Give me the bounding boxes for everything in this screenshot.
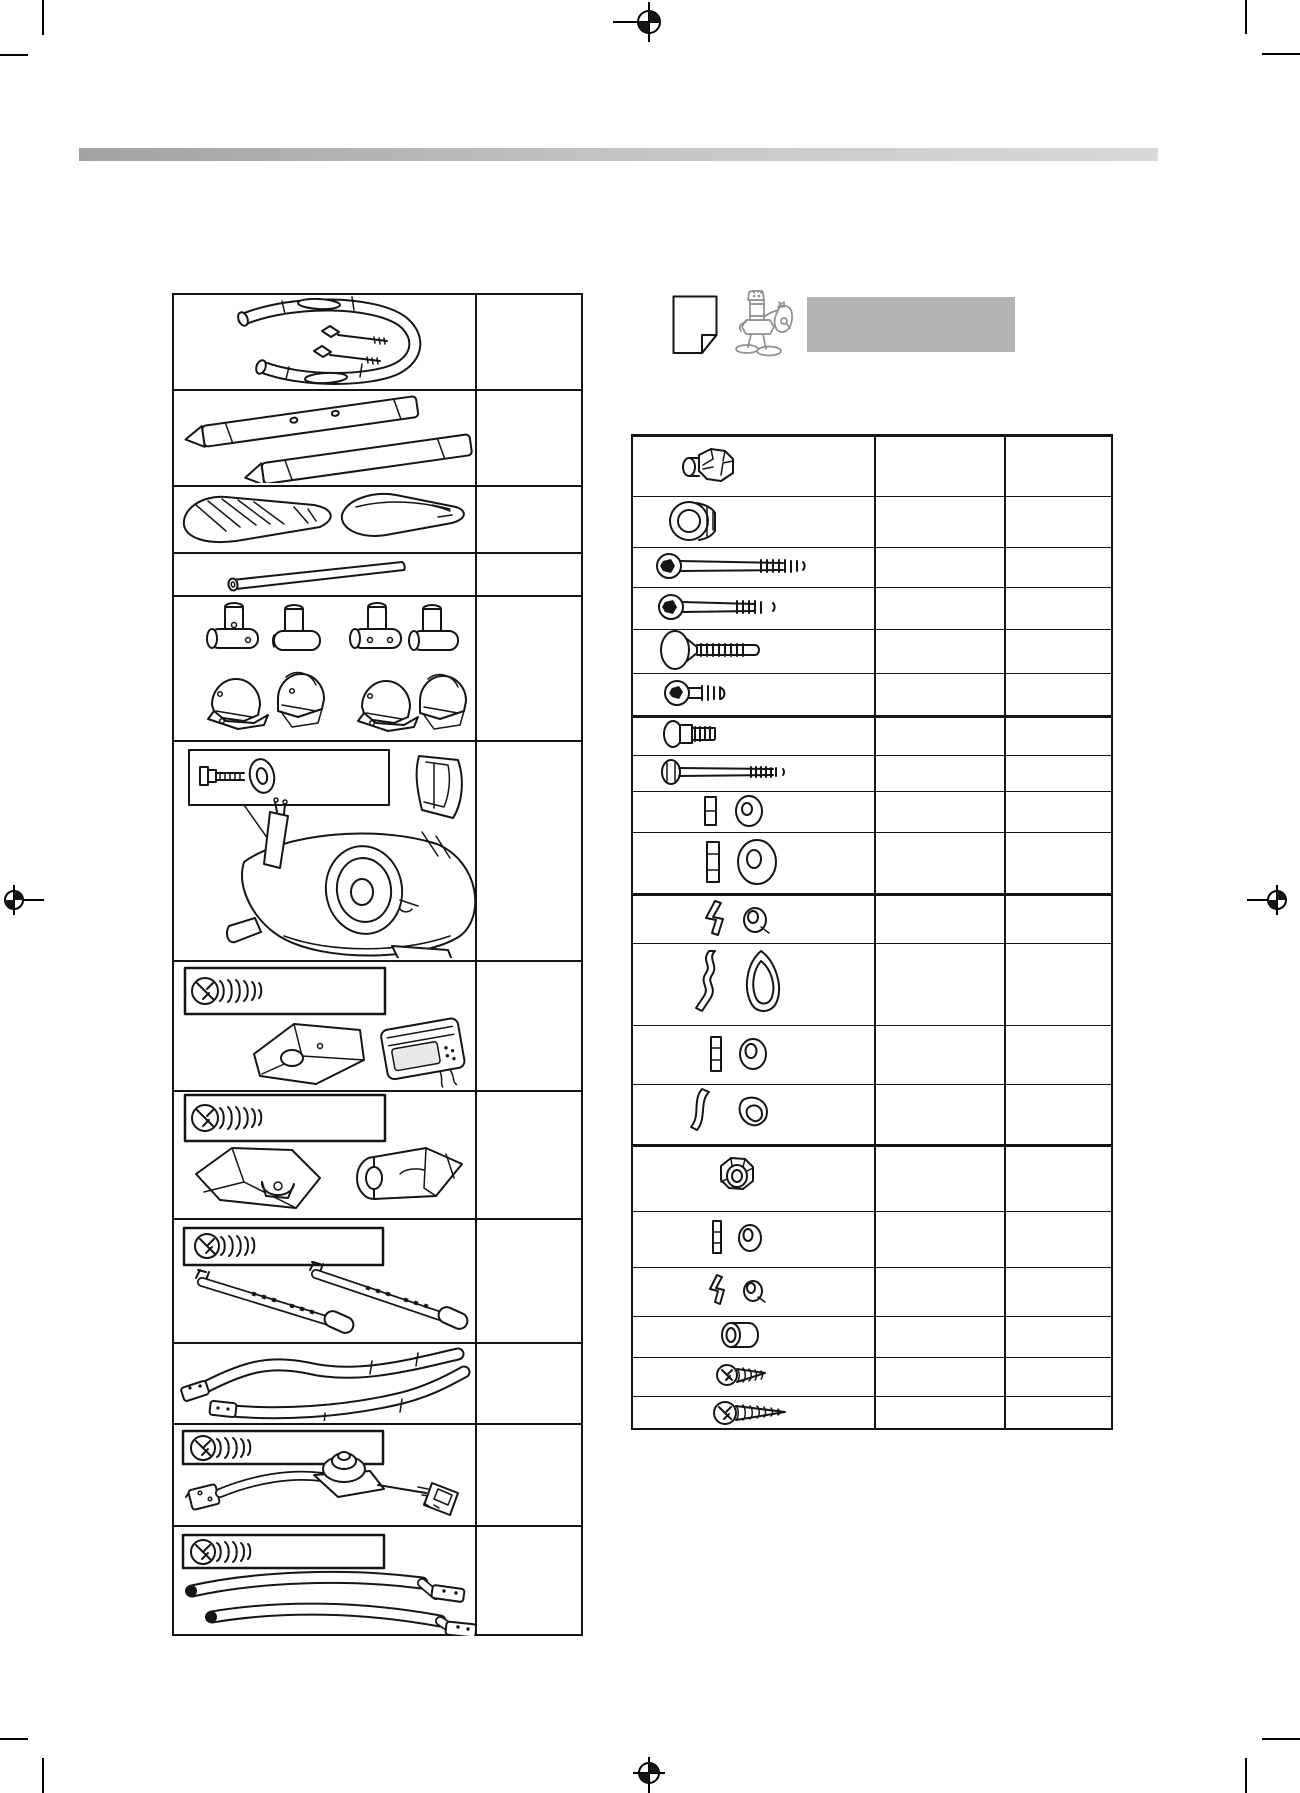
curved-handlebars-drawing [174, 1342, 475, 1421]
hw-row-hex-bolt-small [633, 715, 1111, 756]
parts-row-support-arms [174, 1525, 581, 1638]
hex-bolt-small-icon [633, 715, 874, 753]
parts-row-clamps-caps [174, 595, 581, 742]
hw-row-thin-spacer-washer [633, 1211, 1111, 1268]
spacer-washer-2-icon [633, 1025, 874, 1082]
support-arm-icon [205, 1609, 475, 1636]
tube-clamp-icon [273, 605, 320, 650]
tube-clamp-icon [409, 605, 458, 650]
hardware-table [631, 434, 1113, 1430]
slide-rails-drawing [174, 1218, 475, 1340]
thin-spacer-washer-icon [633, 1211, 874, 1265]
support-arms-drawing [174, 1525, 475, 1636]
tapping-screw-short-icon [633, 1357, 874, 1394]
end-cap-icon [633, 496, 874, 545]
clamps-and-caps-drawing [174, 595, 475, 738]
bolt-mascot-icon [733, 290, 795, 358]
parts-row-pedals [174, 485, 581, 554]
parts-row-slide-rails [174, 1218, 581, 1344]
hw-row-arcclip-teardrop [633, 1084, 1111, 1147]
hw-row-spacer-washer [633, 791, 1111, 833]
roller-tube-drawing [174, 552, 475, 593]
parts-table [172, 293, 583, 1636]
gray-highlight-box [807, 297, 1015, 352]
crank-arm-icon [196, 1148, 320, 1208]
mount-bolt-icon [314, 346, 380, 364]
sleeve-icon [633, 1316, 874, 1355]
lock-nut-icon [633, 1144, 874, 1209]
parts-row-roller-tube [174, 552, 581, 597]
clip-lockwasher-icon [633, 893, 874, 941]
hw-row-bolt-long [633, 547, 1111, 588]
frame-body [227, 798, 475, 958]
support-arm-icon [185, 1577, 465, 1602]
hw-row-bolt-medium [633, 587, 1111, 630]
hw-row-spacer-washer-2 [633, 1025, 1111, 1085]
curved-handlebar-icon [209, 1372, 464, 1421]
registration-mark-right [1247, 885, 1286, 915]
crank-arm-icon [357, 1148, 462, 1199]
button-screw-icon [633, 673, 874, 713]
pedals-drawing [174, 485, 475, 550]
parts-row-handlebar-post [174, 1423, 581, 1527]
parts-row-handlebar [174, 295, 581, 391]
hex-bolt-long-icon [633, 755, 874, 789]
parts-row-curved-handlebars [174, 1342, 581, 1425]
top-gray-bar [79, 148, 1158, 161]
tube-clamp-icon [207, 603, 258, 648]
button-bolt-long-icon [633, 547, 874, 585]
carriage-bolt-icon [633, 629, 874, 671]
registration-mark-top [613, 2, 660, 42]
button-bolt-medium-icon [633, 587, 874, 627]
rail-covers-drawing [174, 389, 475, 483]
console-drawing [174, 960, 475, 1088]
parts-row-main-frame [174, 740, 581, 962]
registration-mark-bottom [633, 1757, 665, 1793]
console-icon [380, 1017, 468, 1088]
console-mount-icon [254, 1024, 364, 1084]
hw-row-sleeve [633, 1316, 1111, 1358]
crop-mark-bottom-left [0, 1739, 43, 1793]
page-fold-icon [672, 295, 718, 355]
tube-clamp-icon [350, 603, 401, 648]
hex-bolt-washer-inset-box [189, 750, 389, 805]
main-frame-drawing [174, 740, 475, 958]
waveclip-teardrop-icon [633, 943, 874, 1023]
mount-bolt-icon [322, 326, 387, 344]
side-cover-icon [417, 756, 462, 818]
hw-row-lock-nut [633, 1144, 1111, 1212]
hw-row-waveclip-teardrop [633, 943, 1111, 1026]
handlebar-loop-drawing [174, 295, 475, 387]
hw-row-spacer-large-washer [633, 832, 1111, 896]
hw-row-tapping-screw-long [633, 1396, 1111, 1433]
crop-mark-bottom-right [1246, 1739, 1300, 1793]
hw-row-hex-bolt-long [633, 755, 1111, 792]
hw-row-carriage-bolt [633, 629, 1111, 674]
parts-row-console [174, 960, 581, 1092]
hw-row-clip-lockwasher [633, 893, 1111, 944]
hw-row-screw-short [633, 673, 1111, 718]
hw-row-tapping-screw-short [633, 1357, 1111, 1397]
spacer-washer-icon [633, 791, 874, 830]
foot-cap-icon [420, 675, 466, 729]
foot-cap-icon [208, 679, 268, 729]
hw-row-flange-nut [633, 437, 1111, 497]
tapping-screw-long-icon [633, 1396, 874, 1431]
parts-row-rail-covers [174, 389, 581, 487]
small-clip-washer-icon [633, 1267, 874, 1314]
crop-mark-top-left [0, 0, 43, 55]
crank-arms-drawing [174, 1090, 475, 1216]
arcclip-teardrop-icon [633, 1084, 874, 1142]
parts-row-crank-arms [174, 1090, 581, 1220]
registration-mark-left [5, 885, 44, 915]
hw-row-small-clip-washer [633, 1267, 1111, 1317]
foot-cap-icon [358, 681, 418, 731]
hw-row-end-cap [633, 496, 1111, 548]
handlebar-post-drawing [174, 1423, 475, 1523]
foot-cap-icon [278, 673, 324, 727]
crop-mark-top-right [1246, 0, 1300, 54]
flange-nut-icon [633, 437, 874, 494]
spacer-large-washer-icon [633, 832, 874, 891]
